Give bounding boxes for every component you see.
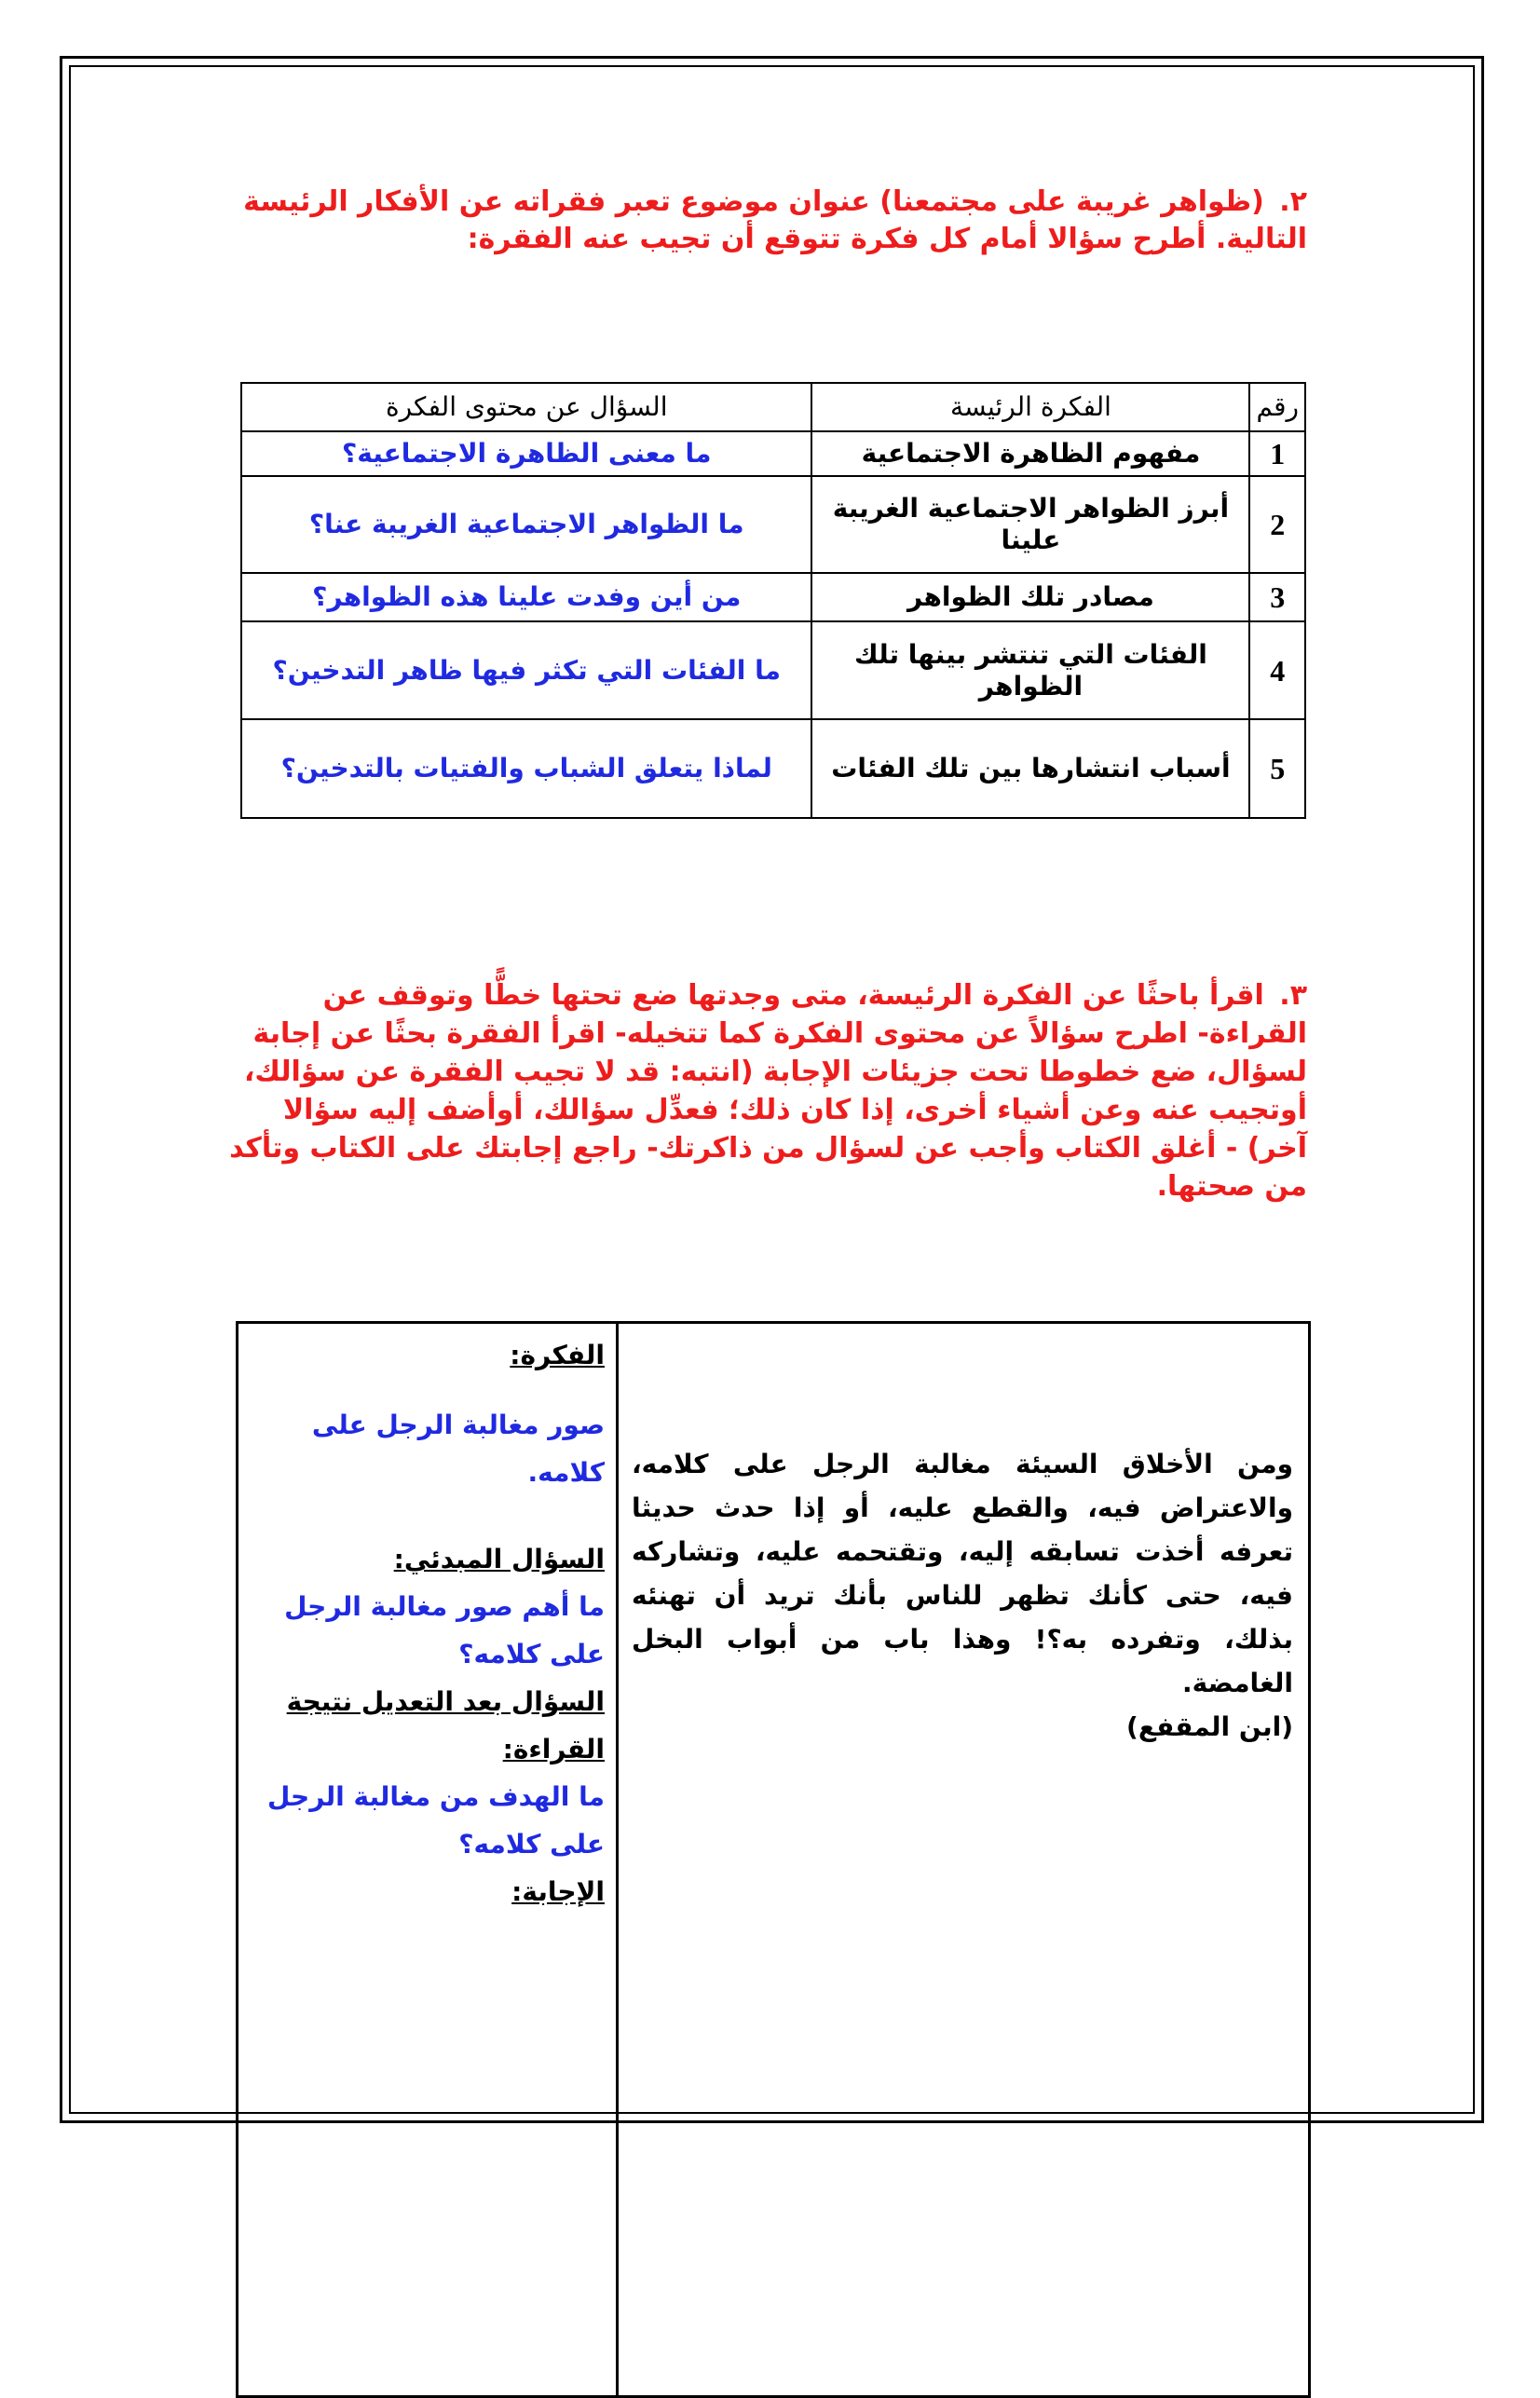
table-row: [241, 476, 1305, 573]
row-question: ما معنى الظاهرة الاجتماعية؟: [241, 431, 811, 476]
row-idea: أسباب انتشارها بين تلك الفئات: [811, 719, 1249, 818]
table-row: [241, 621, 1305, 719]
passage-author: (ابن المقفع): [1126, 1711, 1293, 1742]
header-idea: الفكرة الرئيسة: [811, 383, 1249, 431]
row-question: ما الظواهر الاجتماعية الغريبة عنا؟: [241, 476, 811, 573]
table-row: [241, 573, 1305, 621]
row-number: 1: [1249, 431, 1305, 476]
question-2-text: (ظواهر غريبة على مجتمعنا) عنوان موضوع تعبر فقراته عن الأفكار الرئيسة التالية. أطرح سؤالا أمام كل فكرة تتوقع أن تجيب عنه الفقرة:: [243, 185, 1307, 255]
passage-text: ومن الأخلاق السيئة مغالبة الرجل على كلامه، والاعتراض فيه، والقطع عليه، أو إذا حدث حديثا تعرفه أخذت تسابقه إليه، وتقتحمه عليه، وتشاركه فيه، حتى كأنك تظهر للناس بأنك تريد أن تهنئه بذلك، وتفرده به؟! وهذا باب من أبواب البخل الغامضة.: [632, 1449, 1293, 1698]
question-3-heading: [226, 976, 1307, 1206]
header-num: رقم: [1249, 383, 1305, 431]
passage-table: [236, 1321, 1311, 2398]
question-3-number: ٣.: [1279, 979, 1307, 1012]
table-row: [241, 431, 1305, 476]
row-idea: مصادر تلك الظواهر: [811, 573, 1249, 621]
row-number: 5: [1249, 719, 1305, 818]
row-number: 4: [1249, 621, 1305, 719]
question-3-text: اقرأ باحثًا عن الفكرة الرئيسة، متى وجدتها ضع تحتها خطًّا وتوقف عن القراءة- اطرح سؤالاً عن محتوى الفكرة كما تتخيله- اقرأ الفقرة بحثًا عن إجابة لسؤال، ضع خطوطا تحت جزيئات الإجابة (انتبه: قد لا تجيب الفقرة عن سؤالك، أوتجيب عنه وعن أشياء أخرى، إذا كان ذلك؛ فعدِّل سؤالك، أوأضف إليه سؤالا آخر) - أغلق الكتاب وأجب عن لسؤال من ذاكرتك- راجع إجابتك على الكتاب وتأكد من صحتها.: [229, 979, 1307, 1203]
row-number: 3: [1249, 573, 1305, 621]
initial-question-label: السؤال المبدئي:: [393, 1544, 605, 1574]
row-idea: الفئات التي تنتشر بينها تلك الظواهر: [811, 621, 1249, 719]
revised-question-value: ما الهدف من مغالبة الرجل على كلامه؟: [267, 1781, 605, 1860]
idea-label: الفكرة:: [510, 1340, 605, 1370]
answer-label: الإجابة:: [511, 1876, 605, 1907]
worksheet-cell: [238, 1323, 618, 2397]
row-question: من أين وفدت علينا هذه الظواهر؟: [241, 573, 811, 621]
row-question: لماذا يتعلق الشباب والفتيات بالتدخين؟: [241, 719, 811, 818]
question-2-heading: [226, 184, 1307, 258]
header-question: السؤال عن محتوى الفكرة: [241, 383, 811, 431]
table-row: [241, 719, 1305, 818]
row-idea: مفهوم الظاهرة الاجتماعية: [811, 431, 1249, 476]
revised-question-label: السؤال بعد التعديل نتيجة القراءة:: [286, 1686, 605, 1764]
idea-value: صور مغالبة الرجل على كلامه.: [311, 1410, 605, 1488]
row-question: ما الفئات التي تكثر فيها ظاهر التدخين؟: [241, 621, 811, 719]
ideas-table-header-row: [241, 383, 1305, 431]
row-idea: أبرز الظواهر الاجتماعية الغريبة علينا: [811, 476, 1249, 573]
initial-question-value: ما أهم صور مغالبة الرجل على كلامه؟: [284, 1591, 605, 1669]
row-number: 2: [1249, 476, 1305, 573]
question-2-number: ٢.: [1279, 185, 1307, 218]
passage-cell: [618, 1323, 1310, 2397]
ideas-table: [240, 382, 1306, 819]
